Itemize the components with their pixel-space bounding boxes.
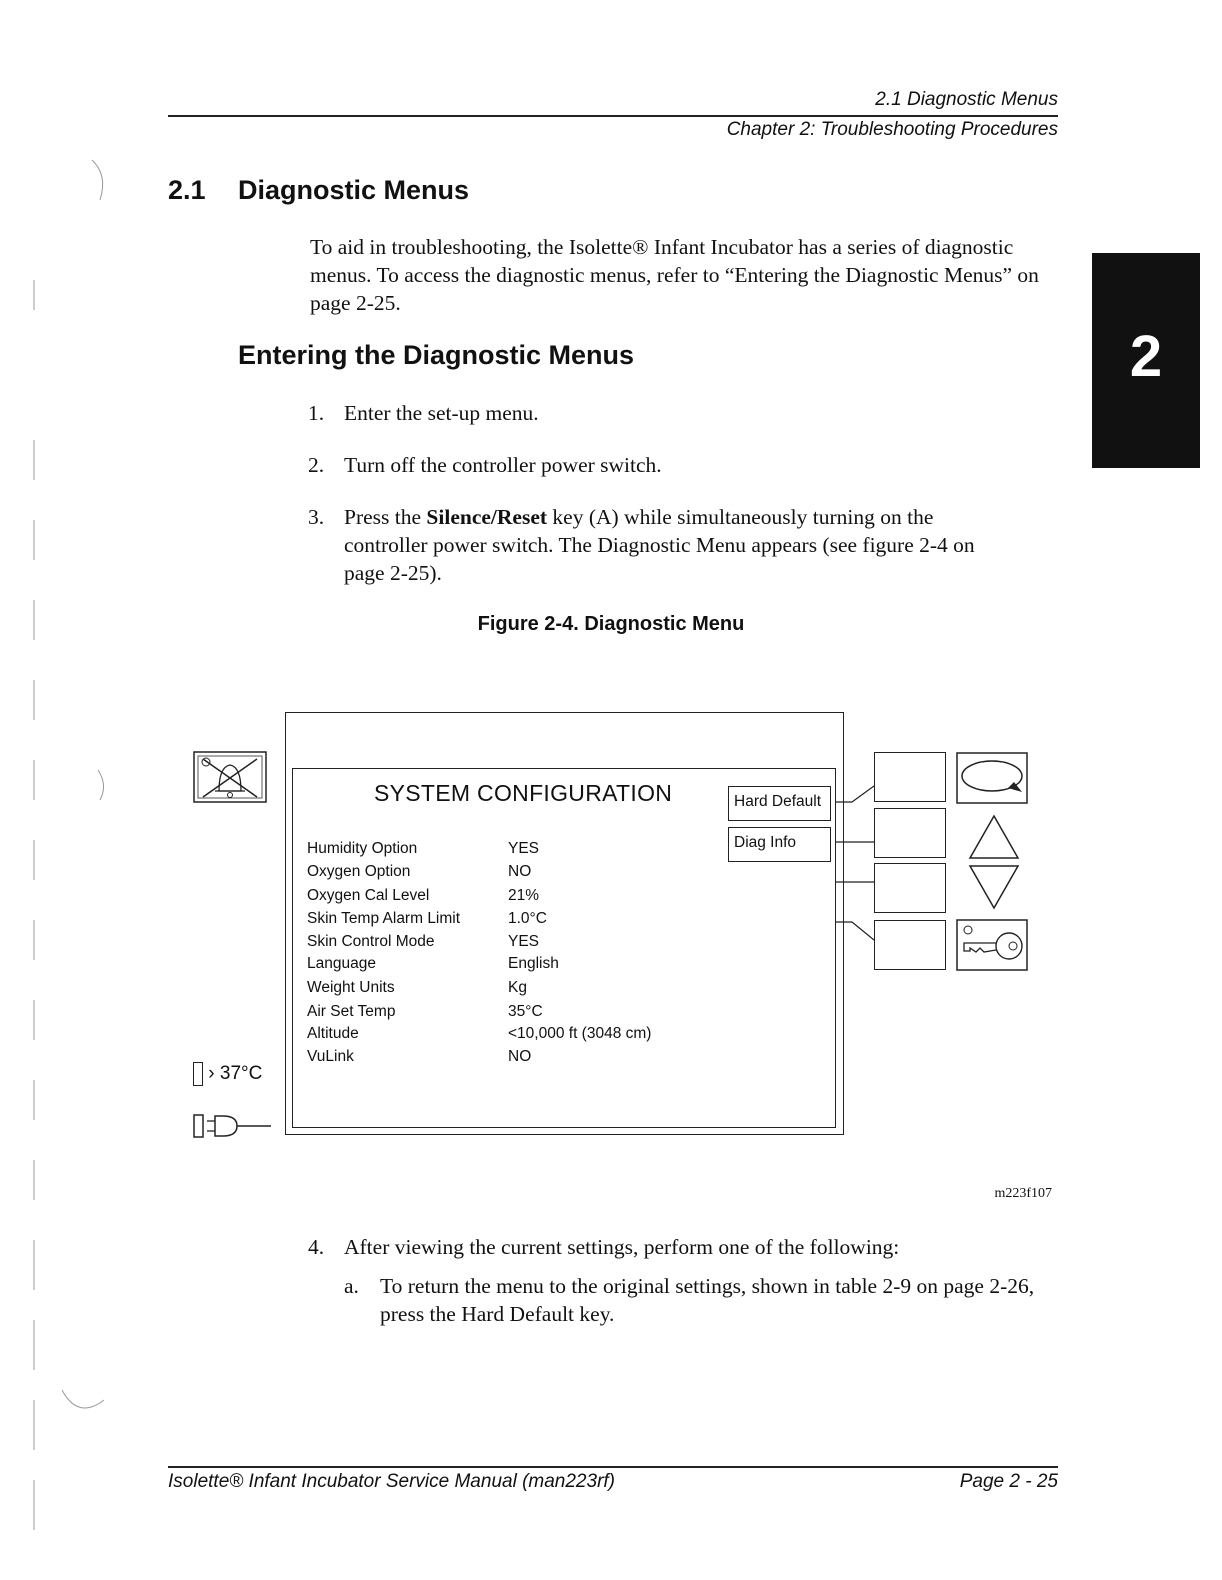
config-value: YES	[508, 933, 540, 950]
config-value: Kg	[508, 979, 527, 996]
config-label: Skin Temp Alarm Limit	[307, 910, 461, 927]
temp-indicator-label: › 37°C	[208, 1063, 263, 1085]
config-value: English	[508, 955, 559, 972]
step-number: 4.	[308, 1235, 325, 1259]
step-number: 1.	[308, 401, 325, 425]
config-label: Weight Units	[307, 979, 395, 996]
step-text-post: key (A) while simultaneously turning on the controller power switch. The Diagnostic Menu appears (see figure 2-4 on page 2-25).	[344, 505, 975, 585]
down-arrow-icon[interactable]	[967, 863, 1021, 911]
substep-a	[344, 1272, 1050, 1328]
substep-text: To return the menu to the original settings, shown in table 2-9 on page 2-26, press the Hard Default key.	[380, 1274, 1035, 1326]
section-intro: To aid in troubleshooting, the Isolette® Infant Incubator has a series of diagnostic menus. To access the diagnostic menus, refer to “Entering the Diagnostic Menus” on page 2-25.	[310, 235, 1039, 315]
section-number: 2.1	[168, 175, 206, 205]
indicator-lamp	[193, 1062, 203, 1086]
diag-info-softkey[interactable]: Diag Info	[728, 827, 831, 862]
substep-letter: a.	[344, 1274, 359, 1298]
config-value: 1.0°C	[508, 910, 547, 927]
config-value: <10,000 ft (3048 cm)	[508, 1025, 652, 1042]
footer-title: Isolette® Infant Incubator Service Manual (man223rf)	[168, 1471, 616, 1492]
alarm-silence-icon	[193, 751, 267, 803]
step-text-pre: Press the	[344, 505, 427, 529]
system-configuration-title: SYSTEM CONFIGURATION	[374, 780, 673, 806]
rotate-key-icon[interactable]	[956, 752, 1028, 804]
config-value: 35°C	[508, 1003, 543, 1020]
step-3	[308, 503, 1008, 587]
config-label: Oxygen Option	[307, 863, 411, 880]
step-text	[344, 503, 1008, 587]
config-label: VuLink	[307, 1048, 354, 1065]
step-2	[308, 451, 1048, 479]
hard-default-softkey[interactable]: Hard Default	[728, 786, 831, 821]
step-1	[308, 399, 1048, 427]
footer-page-number: Page 2 - 25	[959, 1471, 1058, 1492]
figure-id: m223f107	[994, 1186, 1052, 1201]
config-label: Oxygen Cal Level	[307, 887, 430, 904]
config-value: NO	[508, 863, 532, 880]
config-label: Language	[307, 955, 376, 972]
step-text: Enter the set-up menu.	[344, 401, 539, 425]
margin-scan-marks	[0, 0, 120, 1580]
config-label: Altitude	[307, 1025, 359, 1042]
power-plug-icon	[193, 1112, 273, 1142]
section-title: Diagnostic Menus	[238, 175, 470, 205]
softkey-3[interactable]	[874, 863, 946, 913]
up-arrow-icon[interactable]	[967, 813, 1021, 861]
config-value: NO	[508, 1048, 532, 1065]
step-number: 3.	[308, 505, 325, 529]
chapter-tab-number: 2	[1129, 324, 1163, 389]
softkey-1[interactable]	[874, 752, 946, 802]
softkey-connector-lines	[836, 780, 876, 950]
key-icon[interactable]	[956, 919, 1028, 971]
config-value: 21%	[508, 887, 540, 904]
running-header-chapter: Chapter 2: Troubleshooting Procedures	[726, 119, 1058, 140]
softkey-4[interactable]	[874, 920, 946, 970]
step-number: 2.	[308, 453, 325, 477]
figure-caption: Figure 2-4. Diagnostic Menu	[477, 613, 745, 635]
silence-reset-key-label: Silence/Reset	[426, 505, 548, 529]
running-header-section: 2.1 Diagnostic Menus	[875, 89, 1058, 110]
config-label: Air Set Temp	[307, 1003, 396, 1020]
step-text: Turn off the controller power switch.	[344, 453, 662, 477]
config-value: YES	[508, 840, 540, 857]
config-label: Humidity Option	[307, 840, 418, 857]
chapter-tab	[1092, 253, 1200, 468]
step-4	[308, 1233, 1048, 1261]
footer-rule	[168, 1466, 1058, 1468]
softkey-2[interactable]	[874, 808, 946, 858]
subsection-title: Entering the Diagnostic Menus	[238, 340, 635, 370]
header-rule	[168, 115, 1058, 117]
config-label: Skin Control Mode	[307, 933, 435, 950]
temp-indicator	[193, 1062, 262, 1086]
step-text: After viewing the current settings, perform one of the following:	[344, 1235, 900, 1259]
